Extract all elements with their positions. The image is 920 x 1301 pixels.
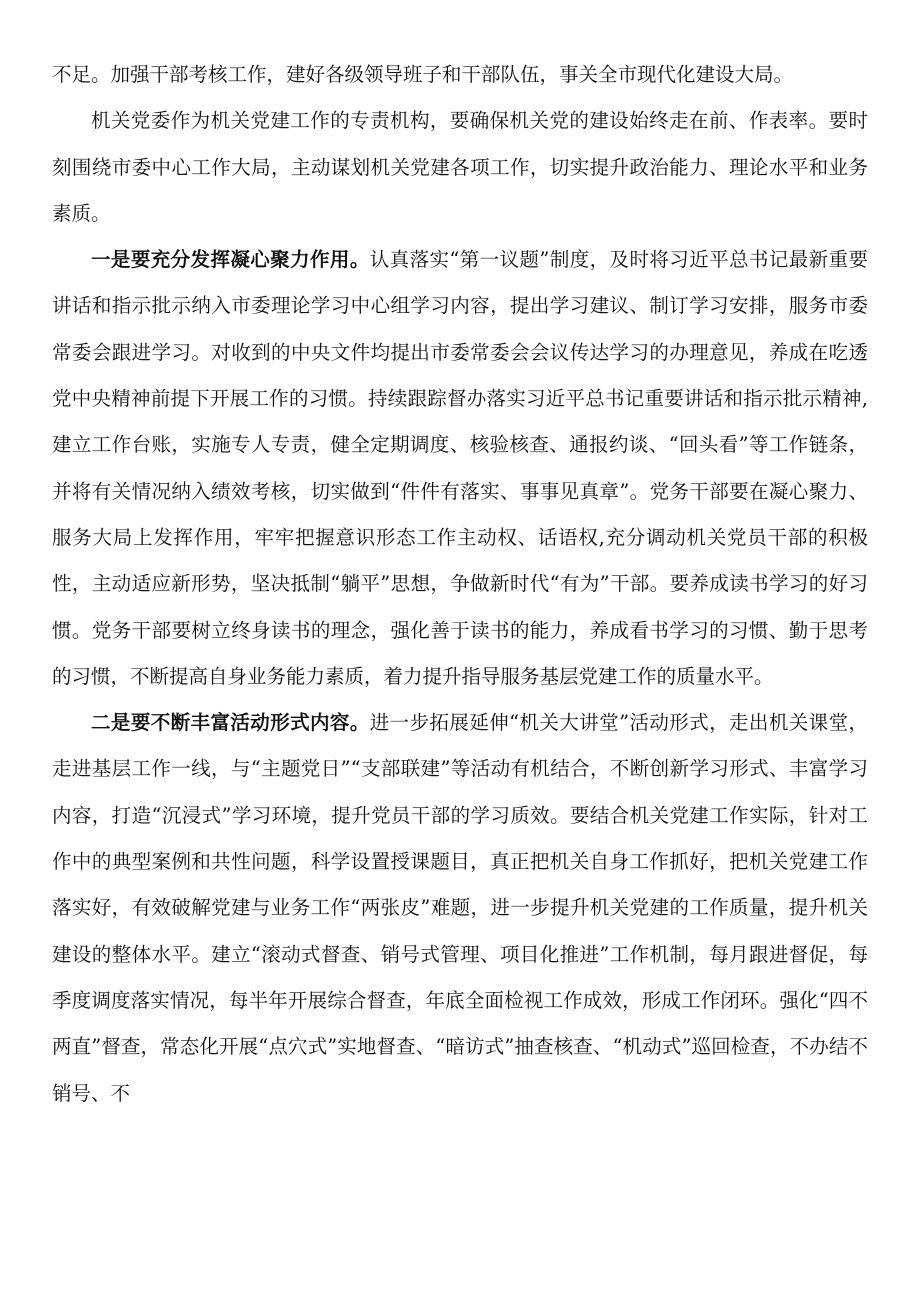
paragraph-1 — [52, 52, 868, 98]
document-page — [52, 52, 868, 1117]
paragraph-4-heading: 二是要不断丰富活动形式内容。 — [91, 711, 370, 735]
paragraph-4-text: 进一步拓展延伸“机关大讲堂”活动形式，走出机关课堂，走进基层工作一线，与“主题党日”“支部联建”等活动有机结合，不断创新学习形式、丰富学习内容，打造“沉浸式”学习环境，提升党员干部的学习质效。要结合机关党建工作实际，针对工作中的典型案例和共性问题，科学设置授课题目，真正把机关自身工作抓好，把机关党建工作落实好，有效破解党建与业务工作“两张皮”难题，进一步提升机关党建的工作质量，提升机关建设的整体水平。建立“滚动式督查、销号式管理、项目化推进”工作机制，每月跟进督促，每季度调度落实情况，每半年开展综合督查，年底全面检视工作成效，形成工作闭环。强化“四不两直”督查，常态化开展“点穴式”实地督查、“暗访式”抽查核查、“机动式”巡回检查，不办结不销号、不 — [52, 711, 868, 1105]
paragraph-1-text: 不足。加强干部考核工作，建好各级领导班子和干部队伍，事关全市现代化建设大局。 — [52, 63, 794, 86]
paragraph-4 — [52, 700, 868, 1117]
paragraph-3-text: 认真落实“第一议题”制度，及时将习近平总书记最新重要讲话和指示批示纳入市委理论学习中心组学习内容，提出学习建议、制订学习安排，服务市委常委会跟进学习。对收到的中央文件均提出市委常委会会议传达学习的办理意见，养成在吃透党中央精神前提下开展工作的习惯。持续跟踪督办落实习近平总书记重要讲话和指示批示精神,建立工作台账，实施专人专责，健全定期调度、核验核查、通报约谈、“回头看”等工作链条，并将有关情况纳入绩效考核，切实做到“件件有落实、事事见真章”。党务干部要在凝心聚力、服务大局上发挥作用，牢牢把握意识形态工作主动权、话语权,充分调动机关党员干部的积极性，主动适应新形势，坚决抵制“躺平”思想，争做新时代“有为”干部。要养成读书学习的好习惯。党务干部要树立终身读书的理念，强化善于读书的能力，养成看书学习的习惯、勤于思考的习惯，不断提高自身业务能力素质，着力提升指导服务基层党建工作的质量水平。 — [52, 248, 868, 688]
paragraph-3-heading: 一是要充分发挥凝心聚力作用。 — [91, 248, 370, 272]
paragraph-3 — [52, 237, 868, 700]
paragraph-2-text: 机关党委作为机关党建工作的专责机构，要确保机关党的建设始终走在前、作表率。要时刻围绕市委中心工作大局，主动谋划机关党建各项工作，切实提升政治能力、理论水平和业务素质。 — [52, 109, 868, 225]
paragraph-2 — [52, 98, 868, 237]
